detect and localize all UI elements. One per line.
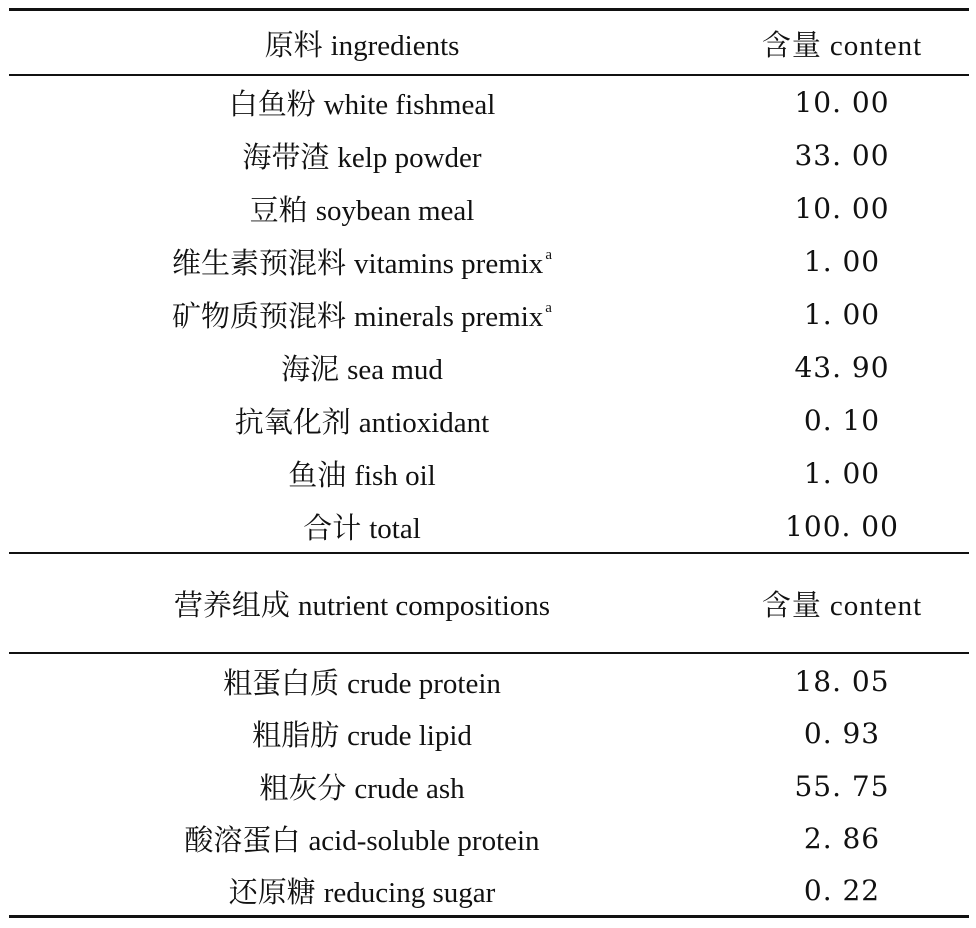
header-cn: 营养组成 <box>173 587 290 622</box>
ingredient-name <box>9 82 715 123</box>
ingredient-name <box>9 506 715 547</box>
table-row <box>9 655 969 707</box>
nutrient-value: 55. 75 <box>794 769 890 803</box>
footnote-marker: a <box>545 247 552 263</box>
ingredient-name <box>9 188 715 229</box>
name-en: kelp powder <box>337 142 482 174</box>
ingredient-value: 1. 00 <box>803 298 881 331</box>
name-en: reducing sugar <box>323 876 496 909</box>
name-cn: 海泥 <box>281 352 340 386</box>
name-en: sea mud <box>347 354 443 386</box>
ingredient-value: 43. 90 <box>794 351 890 384</box>
ingredient-name <box>9 347 715 388</box>
table-row <box>9 182 969 235</box>
name-cn: 维生素预混料 <box>172 246 347 280</box>
table-row <box>9 394 969 447</box>
ingredient-value: 100. 00 <box>785 510 899 543</box>
name-cn: 矿物质预混料 <box>172 299 347 333</box>
table-row <box>9 760 969 812</box>
ingredient-value: 0. 10 <box>803 404 881 437</box>
name-cn: 还原糖 <box>228 874 316 909</box>
name-en: crude lipid <box>347 719 472 752</box>
name-en: white fishmeal <box>323 89 496 121</box>
table-row <box>9 447 969 500</box>
ingredient-value: 1. 00 <box>803 457 881 490</box>
table-row <box>9 129 969 182</box>
name-en: acid-soluble protein <box>308 824 540 857</box>
nutrient-name <box>9 766 715 807</box>
nutrient-value: 2. 86 <box>803 821 881 855</box>
nutrients-header-rule <box>9 652 969 654</box>
ingredients-header-row <box>9 14 969 72</box>
name-cn: 酸溶蛋白 <box>184 822 301 857</box>
table-row <box>9 812 969 864</box>
content-column-header <box>715 23 969 64</box>
nutrient-name <box>9 870 715 911</box>
table-top-rule <box>9 8 969 11</box>
ingredient-name <box>9 241 715 282</box>
name-en: soybean meal <box>315 195 475 227</box>
ingredient-value: 33. 00 <box>794 139 890 172</box>
ingredient-value: 10. 00 <box>794 192 890 225</box>
name-en: fish oil <box>354 460 436 492</box>
nutrient-name <box>9 713 715 754</box>
header-cn: 原料 <box>264 27 323 62</box>
name-en: antioxidant <box>358 407 490 439</box>
name-cn: 合计 <box>303 511 362 545</box>
table-row <box>9 235 969 288</box>
table-row <box>9 864 969 916</box>
table-row <box>9 341 969 394</box>
name-cn: 鱼油 <box>288 458 347 492</box>
ingredient-name <box>9 453 715 494</box>
table-row-total <box>9 500 969 553</box>
table-row <box>9 288 969 341</box>
table-bottom-rule <box>9 915 969 918</box>
table-row <box>9 707 969 759</box>
header-content-en: content <box>829 29 923 62</box>
header-en: nutrient compositions <box>297 589 551 622</box>
table-row <box>9 76 969 129</box>
name-cn: 粗脂肪 <box>252 717 340 752</box>
footnote-marker: a <box>545 300 552 316</box>
nutrient-name <box>9 818 715 859</box>
name-cn: 海带渣 <box>242 140 330 174</box>
name-en: vitamins premix <box>354 248 544 280</box>
name-cn: 抗氧化剂 <box>234 405 351 439</box>
nutrients-column-header <box>9 583 715 624</box>
name-en: total <box>369 513 421 545</box>
ingredient-name <box>9 135 715 176</box>
nutrient-value: 0. 93 <box>803 716 881 750</box>
header-content-en: content <box>829 589 923 622</box>
header-content-cn: 含量 <box>761 27 822 62</box>
header-content-cn: 含量 <box>761 587 822 622</box>
name-en: minerals premix <box>354 301 544 333</box>
ingredients-column-header <box>9 23 715 64</box>
nutrients-header-row <box>9 555 969 651</box>
content-column-header <box>715 583 969 624</box>
name-cn: 豆粕 <box>249 193 308 227</box>
name-cn: 白鱼粉 <box>228 87 316 121</box>
header-en: ingredients <box>330 29 460 62</box>
name-cn: 粗灰分 <box>259 770 347 805</box>
name-en: crude protein <box>347 667 501 700</box>
name-cn: 粗蛋白质 <box>223 665 340 700</box>
nutrient-name <box>9 661 715 702</box>
section-divider-rule <box>9 552 969 554</box>
nutrient-value: 18. 05 <box>794 664 890 698</box>
nutrient-value: 0. 22 <box>803 873 881 907</box>
ingredient-value: 1. 00 <box>803 245 881 278</box>
ingredient-name <box>9 294 715 335</box>
ingredient-name <box>9 400 715 441</box>
name-en: crude ash <box>354 772 465 805</box>
feed-composition-table <box>9 0 969 928</box>
ingredient-value: 10. 00 <box>794 86 890 119</box>
